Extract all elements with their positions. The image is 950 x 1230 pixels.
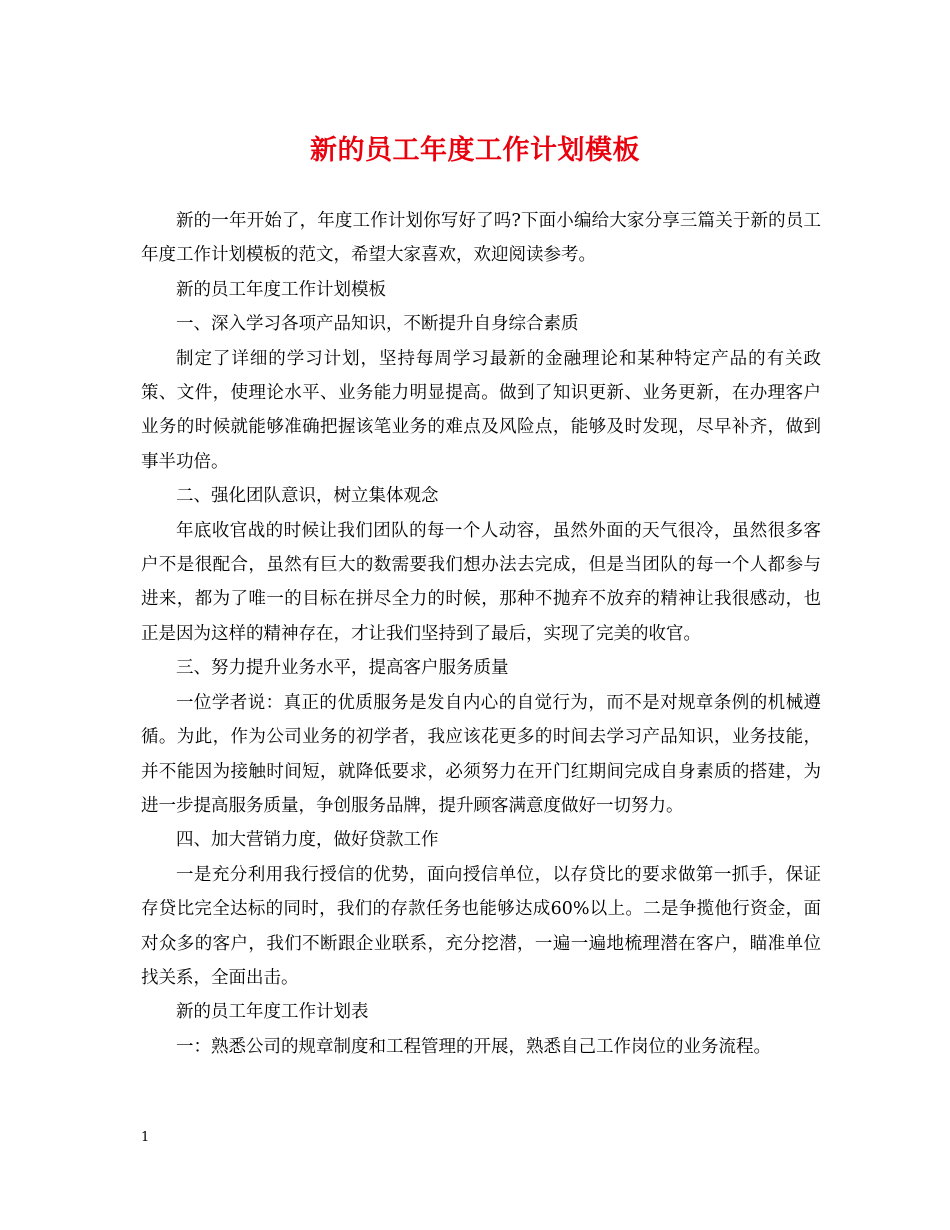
document-body: [141, 204, 821, 1064]
paragraph-body-4: 一是充分利用我行授信的优势，面向授信单位，以存贷比的要求做第一抓手，保证存贷比完全达标的同时，我们的存款任务也能够达成60%以上。二是争揽他行资金，面对众多的客户，我们不断跟企业联系，充分挖潜，一遍一遍地梳理潜在客户，瞄准单位找关系，全面出击。: [141, 864, 821, 988]
paragraph-body-2: 年底收官战的时候让我们团队的每一个人动容，虽然外面的天气很冷，虽然很多客户不是很配合，虽然有巨大的数需要我们想办法去完成，但是当团队的每一个人都参与进来，都为了唯一的目标在拼尽全力的时候，那种不抛弃不放弃的精神让我很感动，也正是因为这样的精神存在，才让我们坚持到了最后，实现了完美的收官。: [141, 520, 821, 644]
paragraph-heading-4: 四、加大营销力度，做好贷款工作: [176, 830, 439, 851]
paragraph-heading-3: 三、努力提升业务水平，提高客户服务质量: [176, 658, 509, 679]
page-number: 1: [141, 1130, 150, 1145]
paragraph-body-1: 制定了详细的学习计划，坚持每周学习最新的金融理论和某种特定产品的有关政策、文件，使理论水平、业务能力明显提高。做到了知识更新、业务更新，在办理客户业务的时候就能够准确把握该笔业务的难点及风险点，能够及时发现，尽早补齐，做到事半功倍。: [141, 348, 821, 472]
paragraph-body-3: 一位学者说：真正的优质服务是发自内心的自觉行为，而不是对规章条例的机械遵循。为此，作为公司业务的初学者，我应该花更多的时间去学习产品知识，业务技能，并不能因为接触时间短，就降低要求，必须努力在开门红期间完成自身素质的搭建，为进一步提高服务质量，争创服务品牌，提升顾客满意度做好一切努力。: [141, 692, 821, 816]
paragraph-subtitle: 新的员工年度工作计划模板: [176, 279, 386, 300]
paragraph-intro: 新的一年开始了，年度工作计划你写好了吗?下面小编给大家分享三篇关于新的员工年度工作计划模板的范文，希望大家喜欢，欢迎阅读参考。: [141, 211, 821, 266]
paragraph-heading-1: 一、深入学习各项产品知识，不断提升自身综合素质: [176, 314, 579, 335]
paragraph-heading-2: 二、强化团队意识，树立集体观念: [176, 486, 439, 507]
paragraph-item-1: 一：熟悉公司的规章制度和工程管理的开展，熟悉自己工作岗位的业务流程。: [176, 1036, 771, 1057]
document-title: 新的员工年度工作计划模板: [310, 135, 640, 166]
paragraph-subtitle-2: 新的员工年度工作计划表: [176, 1002, 369, 1023]
